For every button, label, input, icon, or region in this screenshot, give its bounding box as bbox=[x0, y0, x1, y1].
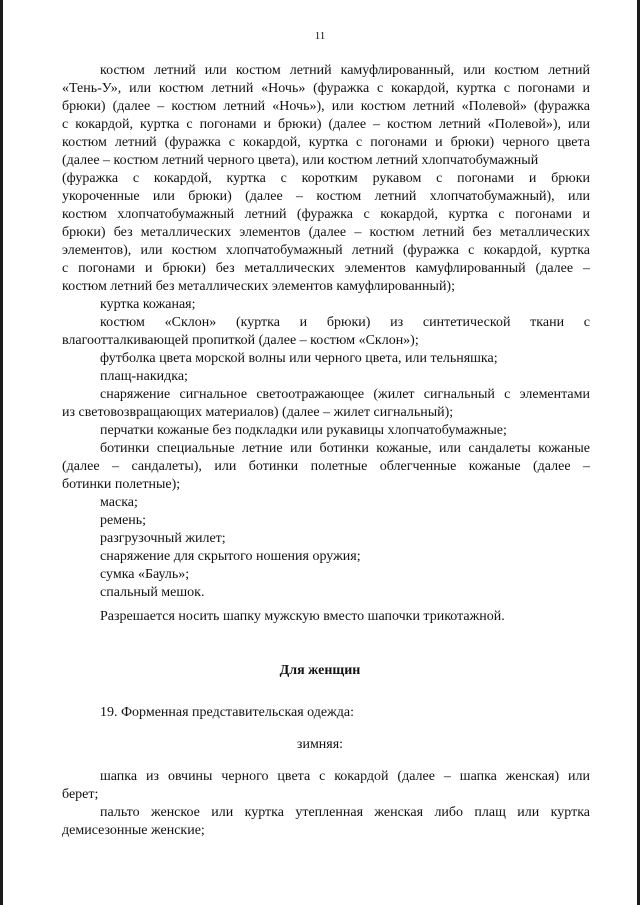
text-line: костюм летний (фуражка с кокардой, куртка с погонами и брюки) черного цвета bbox=[62, 135, 590, 150]
text-line: брюки) (далее – костюм летний «Ночь»), или костюм летний «Полевой» (фуражка bbox=[62, 99, 590, 114]
text-line: влагоотталкивающей пропиткой (далее – костюм «Склон»); bbox=[62, 333, 419, 348]
page-number: 11 bbox=[314, 30, 326, 42]
text-line: костюм «Склон» (куртка и брюки) из синтетической ткани с bbox=[100, 315, 590, 330]
text-line: демисезонные женские; bbox=[62, 823, 205, 838]
text-line: снаряжение сигнальное светоотражающее (жилет сигнальный с элементами bbox=[100, 387, 590, 402]
text-line: костюм хлопчатобумажный летний (фуражка с кокардой, куртка с погонами и bbox=[62, 207, 590, 222]
page-left-edge bbox=[0, 0, 3, 905]
text-line: «Тень-У», или костюм летний «Ночь» (фуражка с кокардой, куртка с погонами и bbox=[62, 81, 590, 96]
text-line: снаряжение для скрытого ношения оружия; bbox=[100, 549, 361, 564]
text-line: разгрузочный жилет; bbox=[100, 531, 226, 546]
text-line: из световозвращающих материалов) (далее – жилет сигнальный); bbox=[62, 405, 454, 420]
text-line: с погонами и брюки) без металлических элементов камуфлированный (далее – bbox=[62, 261, 590, 276]
text-line: брюки) без металлических элементов (далее – костюм летний без металлических bbox=[62, 225, 590, 240]
text-line: ботинки полетные); bbox=[62, 477, 181, 492]
text-line: костюм летний или костюм летний камуфлированный, или костюм летний bbox=[100, 63, 590, 78]
text-line: Для женщин bbox=[279, 663, 361, 678]
text-line: спальный мешок. bbox=[100, 585, 205, 600]
text-line: Разрешается носить шапку мужскую вместо шапочки трикотажной. bbox=[100, 609, 505, 624]
text-line: пальто женское или куртка утепленная женская либо плащ или куртка bbox=[100, 805, 590, 820]
text-line: укороченные или брюки) (далее – костюм летний хлопчатобумажный), или bbox=[62, 189, 590, 204]
text-line: сумка «Бауль»; bbox=[100, 567, 190, 582]
text-line: берет; bbox=[62, 787, 99, 802]
text-line: плащ-накидка; bbox=[100, 369, 188, 384]
text-line: маска; bbox=[100, 495, 138, 510]
text-line: футболка цвета морской волны или черного цвета, или тельняшка; bbox=[100, 351, 498, 366]
text-line: с кокардой, куртка с погонами и брюки) (далее – костюм летний «Полевой»), или bbox=[62, 117, 590, 132]
text-line: элементов), или костюм хлопчатобумажный летний (фуражка с кокардой, куртка bbox=[62, 243, 590, 258]
text-line: ремень; bbox=[100, 513, 147, 528]
text-line: костюм летний без металлических элементов камуфлированный); bbox=[62, 279, 455, 294]
text-line: 19. Форменная представительская одежда: bbox=[100, 705, 355, 720]
text-line: ботинки специальные летние или ботинки кожаные, или сандалеты кожаные bbox=[100, 441, 590, 456]
text-line: куртка кожаная; bbox=[100, 297, 196, 312]
text-line: (фуражка с кокардой, куртка с коротким рукавом с погонами и брюки bbox=[62, 171, 590, 186]
text-line: зимняя: bbox=[296, 737, 344, 752]
text-line: (далее – костюм летний черного цвета), или костюм летний хлопчатобумажный bbox=[62, 153, 539, 168]
text-line: перчатки кожаные без подкладки или рукавицы хлопчатобумажные; bbox=[100, 423, 507, 438]
text-line: шапка из овчины черного цвета с кокардой (далее – шапка женская) или bbox=[100, 769, 590, 784]
text-line: (далее – сандалеты), или ботинки полетные облегченные кожаные (далее – bbox=[62, 459, 590, 474]
